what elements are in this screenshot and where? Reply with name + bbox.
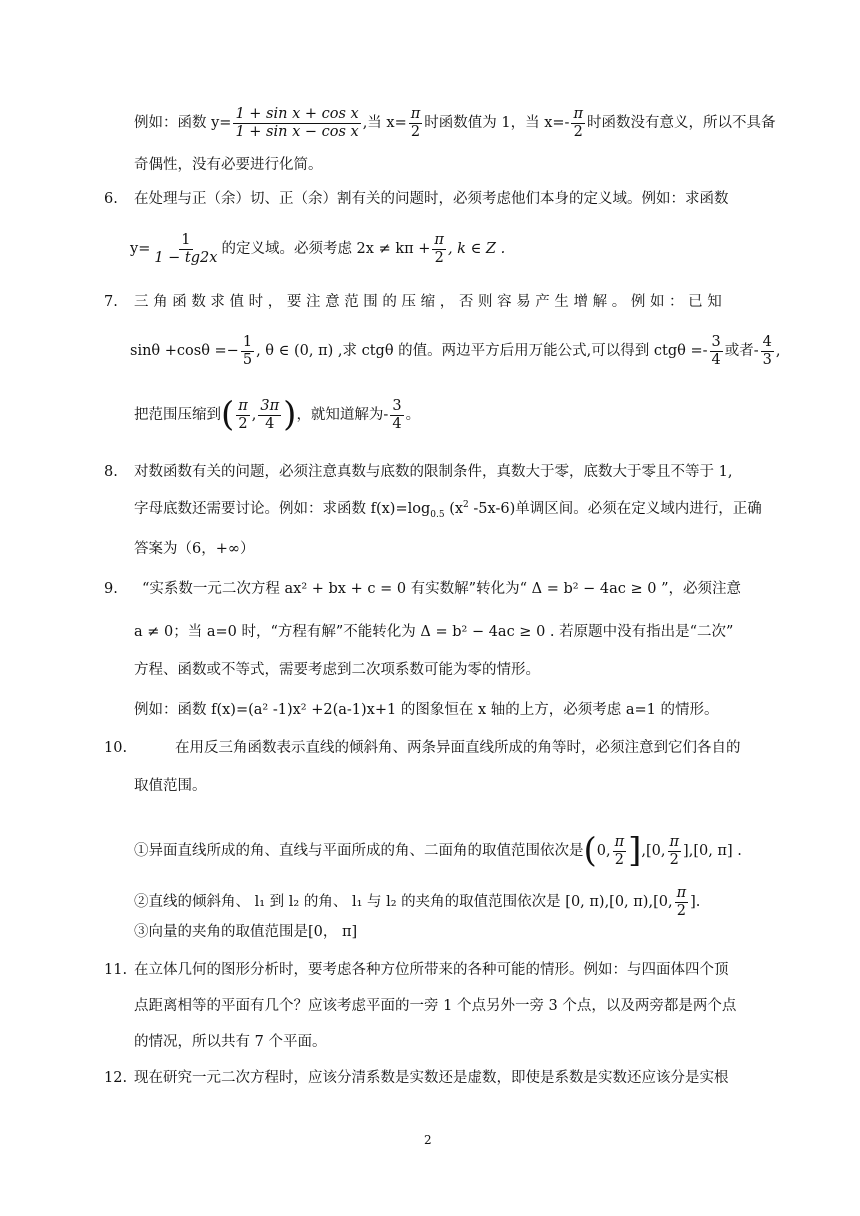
text: 时函数没有意义，所以不具备 xyxy=(586,115,776,132)
denominator: 2 xyxy=(434,249,444,266)
item-number: 8. xyxy=(104,464,118,480)
numerator: 1 + sin x + cos x xyxy=(235,106,359,122)
item10-clause2 xyxy=(134,885,700,919)
item10-clause3: ③向量的夹角的取值范围是[0， π] xyxy=(134,924,358,940)
text: 或者- xyxy=(724,343,759,360)
left-paren: ( xyxy=(583,830,597,871)
example-function-line xyxy=(134,106,775,140)
fraction xyxy=(761,334,774,368)
denominator: 1 − tg2x xyxy=(154,249,218,266)
denominator: 5 xyxy=(242,351,253,368)
item7-line3: 把范围压缩到( $\frac{\pi}{2}$ , $\frac{3\pi}{4}$ )，就知道解为- $\frac{3}{4}$ 。 xyxy=(134,394,421,435)
text: (x xyxy=(444,501,464,517)
numerator: π xyxy=(573,106,583,122)
fraction xyxy=(432,232,446,266)
item11-line2: 点距离相等的平面有几个？应该考虑平面的一旁 1 个点另外一旁 3 个点，以及两旁都是两个点 xyxy=(134,998,737,1014)
denominator: 2 xyxy=(676,902,686,919)
text: sinθ +cosθ =− xyxy=(130,343,239,360)
item7-line1: 三 角 函 数 求 值 时 ， 要 注 意 范 围 的 压 缩 ， 否 则 容 易 产 生 增 解 。 例 如 ： 已 知 xyxy=(134,294,722,310)
item-number: 11. xyxy=(104,962,128,978)
text: y= xyxy=(130,241,151,258)
item-number: 9. xyxy=(104,581,118,597)
item-number: 7. xyxy=(104,294,118,310)
text: ]. xyxy=(690,894,701,911)
denominator: 2 xyxy=(238,415,248,432)
item9-line4: 例如：函数 f(x)=(a² -1)x² +2(a-1)x+1 的图象恒在 x 轴的上方，必须考虑 a=1 的情形。 xyxy=(134,702,719,718)
denominator: 4 xyxy=(265,415,275,432)
numerator: π xyxy=(434,232,444,248)
text: ②直线的倾斜角、 l₁ 到 l₂ 的角、 l₁ 与 l₂ 的夹角的取值范围依次是 [0, π),[0, π),[0, xyxy=(134,894,673,911)
denominator: 4 xyxy=(392,415,402,432)
text: -5x-6)单调区间。必须在定义域内进行，正确 xyxy=(468,501,762,517)
example-line-2: 奇偶性，没有必要进行化简。 xyxy=(134,157,323,173)
numerator: π xyxy=(238,398,248,414)
denominator: 2 xyxy=(410,123,421,140)
fraction xyxy=(236,398,250,432)
item11-line3: 的情况，所以共有 7 个平面。 xyxy=(134,1034,327,1050)
text: , k ∈ Z . xyxy=(447,241,506,258)
denominator: 1 + sin x − cos x xyxy=(235,123,359,140)
text: ],[0, π] . xyxy=(683,843,742,860)
numerator: π xyxy=(669,834,680,850)
item10-clause1 xyxy=(134,830,742,871)
item7-line2 xyxy=(130,334,780,368)
fraction xyxy=(409,106,423,140)
denominator: 3 xyxy=(762,351,772,368)
fraction xyxy=(241,334,254,368)
item9-line1: “实系数一元二次方程 ax² + bx + c = 0 有实数解”转化为“ Δ = b² − 4ac ≥ 0 ”，必须注意 xyxy=(142,581,742,597)
text: ①异面直线所成的角、直线与平面所成的角、二面角的取值范围依次是 xyxy=(134,843,584,860)
text: ,当 x= xyxy=(362,115,407,132)
fraction xyxy=(258,398,281,432)
denominator: 2 xyxy=(669,851,679,868)
item8-line3: 答案为（6，+∞） xyxy=(134,541,255,557)
fraction xyxy=(233,106,360,140)
fraction xyxy=(613,834,627,868)
left-paren: ( xyxy=(221,394,235,435)
right-paren: ) xyxy=(283,394,297,435)
numerator: π xyxy=(676,885,687,901)
numerator: 4 xyxy=(762,334,772,350)
text: 例如：函数 y= xyxy=(134,115,232,132)
item9-line3: 方程、函数或不等式，需要考虑到二次项系数可能为零的情形。 xyxy=(134,662,540,678)
numerator: π xyxy=(410,106,421,122)
denominator: 2 xyxy=(614,851,624,868)
text: , xyxy=(775,343,781,360)
text: ，就知道解为- xyxy=(296,407,389,424)
fraction xyxy=(152,232,219,266)
right-bracket: ] xyxy=(628,830,642,871)
numerator: π xyxy=(614,834,625,850)
fraction xyxy=(668,834,682,868)
item10-line2: 取值范围。 xyxy=(134,778,207,794)
item10-line1: 在用反三角函数表示直线的倾斜角、两条异面直线所成的角等时，必须注意到它们各自的 xyxy=(175,740,741,756)
numerator: 1 xyxy=(242,334,253,350)
text: 把范围压缩到 xyxy=(134,407,221,424)
text: 字母底数还需要讨论。例如：求函数 f(x)=log xyxy=(134,501,431,517)
item-number: 12. xyxy=(104,1070,128,1086)
denominator: 2 xyxy=(573,123,583,140)
fraction xyxy=(675,885,689,919)
exponent: 2 xyxy=(463,500,469,511)
item12-line1: 现在研究一元二次方程时，应该分清系数是实数还是虚数，即使是系数是实数还应该分是实根 xyxy=(134,1070,729,1086)
item6-line2 xyxy=(130,232,505,266)
text: 时函数值为 1，当 x=- xyxy=(424,115,570,132)
item9-line2: a ≠ 0；当 a=0 时，“方程有解”不能转化为 Δ = b² − 4ac ≥ 0 . 若原题中没有指出是“二次” xyxy=(134,624,734,640)
numerator: 3π xyxy=(260,398,280,414)
text: 的定义域。必须考虑 2x ≠ kπ + xyxy=(221,241,431,258)
item-number: 6. xyxy=(104,191,118,207)
item8-line2 xyxy=(134,500,762,520)
item6-line1: 在处理与正（余）切、正（余）割有关的问题时，必须考虑他们本身的定义域。例如：求函数 xyxy=(134,191,729,207)
numerator: 3 xyxy=(392,398,402,414)
page-number: 2 xyxy=(424,1133,432,1147)
log-base: 0.5 xyxy=(430,509,445,520)
numerator: 3 xyxy=(711,334,721,350)
fraction xyxy=(710,334,723,368)
text: , θ ∈ (0, π) ,求 ctgθ 的值。两边平方后用万能公式,可以得到 ctgθ =- xyxy=(256,343,708,360)
text: ,[0, xyxy=(641,843,666,860)
text: 0, xyxy=(596,843,611,860)
text: 。 xyxy=(405,407,421,424)
denominator: 4 xyxy=(711,351,721,368)
item11-line1: 在立体几何的图形分析时，要考虑各种方位所带来的各种可能的情形。例如：与四面体四个顶 xyxy=(134,962,729,978)
item8-line1: 对数函数有关的问题，必须注意真数与底数的限制条件，真数大于零，底数大于零且不等于 1, xyxy=(134,464,733,480)
fraction xyxy=(390,398,403,432)
numerator: 1 xyxy=(181,232,191,248)
item-number: 10. xyxy=(104,740,128,756)
fraction xyxy=(571,106,585,140)
